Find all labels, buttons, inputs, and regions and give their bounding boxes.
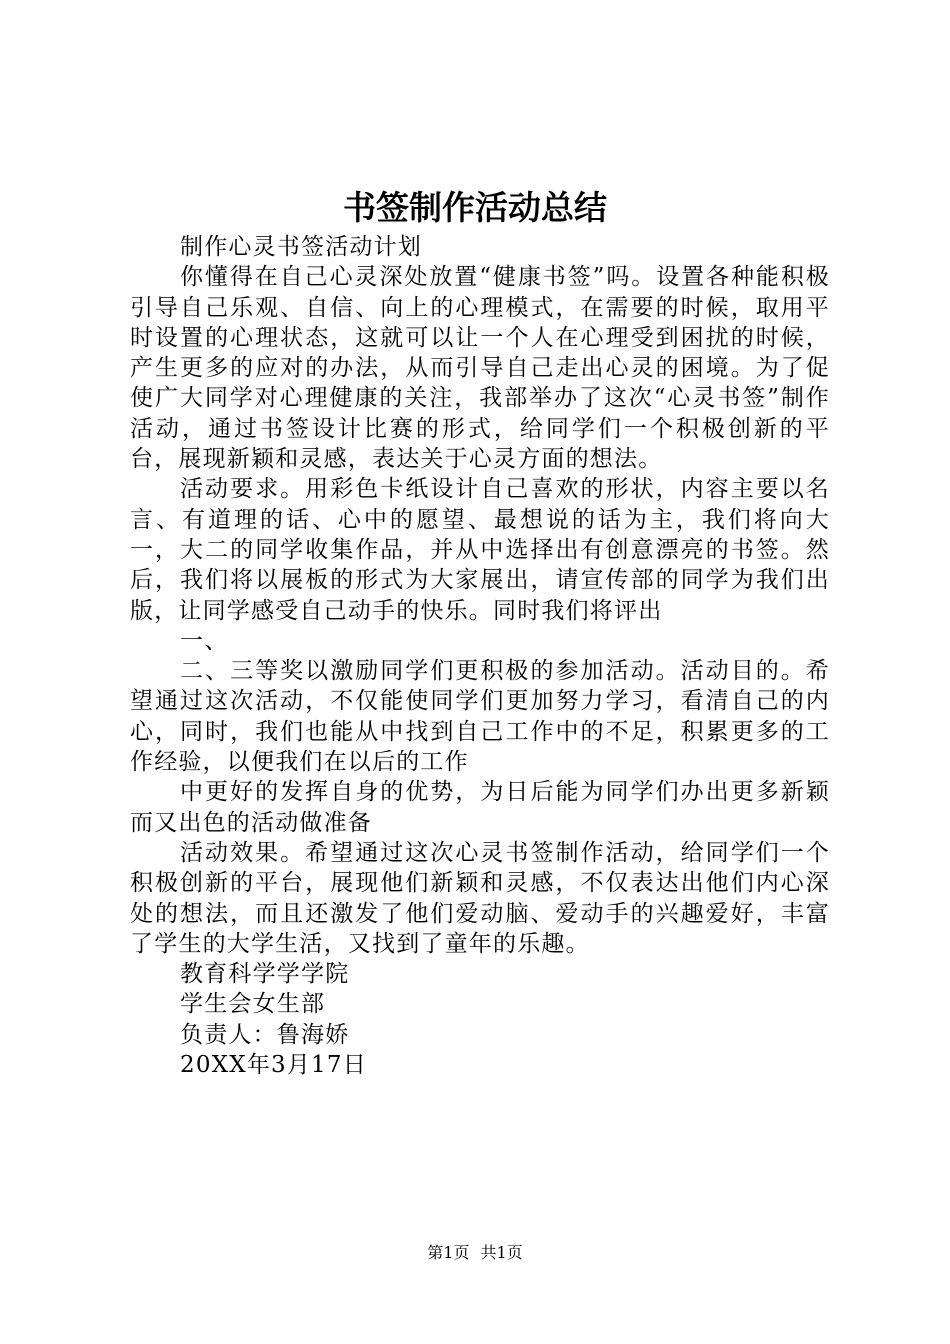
document-body [130, 232, 830, 1080]
paragraph-heading: 制作心灵书签活动计划 [180, 234, 422, 260]
page-number-current: 第1页 [427, 1243, 470, 1262]
page-number-total: 共1页 [480, 1243, 523, 1262]
paragraph-purpose-cont: 中更好的发挥自身的优势，为日后能为同学们办出更多新颖而又出色的活动做准备 [130, 779, 830, 836]
signature-date: 20XX年3月17日 [180, 1052, 367, 1079]
paragraph-requirements: 活动要求。用彩色卡纸设计自己喜欢的形状，内容主要以名言、有道理的话、心中的愿望、最想说的话为主，我们将向大一，大二的同学收集作品，并从中选择出有创意漂亮的书签。然后，我们将以展板的形式为大家展出，请宣传部的同学为我们出版，让同学感受自己动手的快乐。同时我们将评出 [130, 476, 830, 624]
signature-department: 学生会女生部 [180, 991, 326, 1018]
page-footer [0, 1241, 950, 1265]
paragraph-first-prize: 一、 [180, 627, 229, 654]
paragraph-effect: 活动效果。希望通过这次心灵书签制作活动，给同学们一个积极创新的平台，展现他们新颖和灵感，不仅表达出他们内心深处的想法，而且还激发了他们爱动脑、爱动手的兴趣爱好，丰富了学生的大学生活，又找到了童年的乐趣。 [130, 839, 830, 957]
signature-person: 负责人：鲁海娇 [180, 1021, 350, 1048]
paragraph-purpose: 二、三等奖以激励同学们更积极的参加活动。活动目的。希望通过这次活动，不仅能使同学们更加努力学习，看清自己的内心，同时，我们也能从中找到自己工作中的不足，积累更多的工作经验，以便我们在以后的工作 [130, 658, 830, 776]
signature-organization: 教育科学学学院 [180, 961, 350, 988]
paragraph-intro: 你懂得在自己心灵深处放置“健康书签”吗。设置各种能积极引导自己乐观、自信、向上的心理模式，在需要的时候，取用平时设置的心理状态，这就可以让一个人在心理受到困扰的时候，产生更多的应对的办法，从而引导自己走出心灵的困境。为了促使广大同学对心理健康的关注，我部举办了这次“心灵书签”制作活动，通过书签设计比赛的形式，给同学们一个积极创新的平台，展现新颖和灵感，表达关于心灵方面的想法。 [130, 264, 830, 473]
document-title: 书签制作活动总结 [343, 188, 607, 227]
